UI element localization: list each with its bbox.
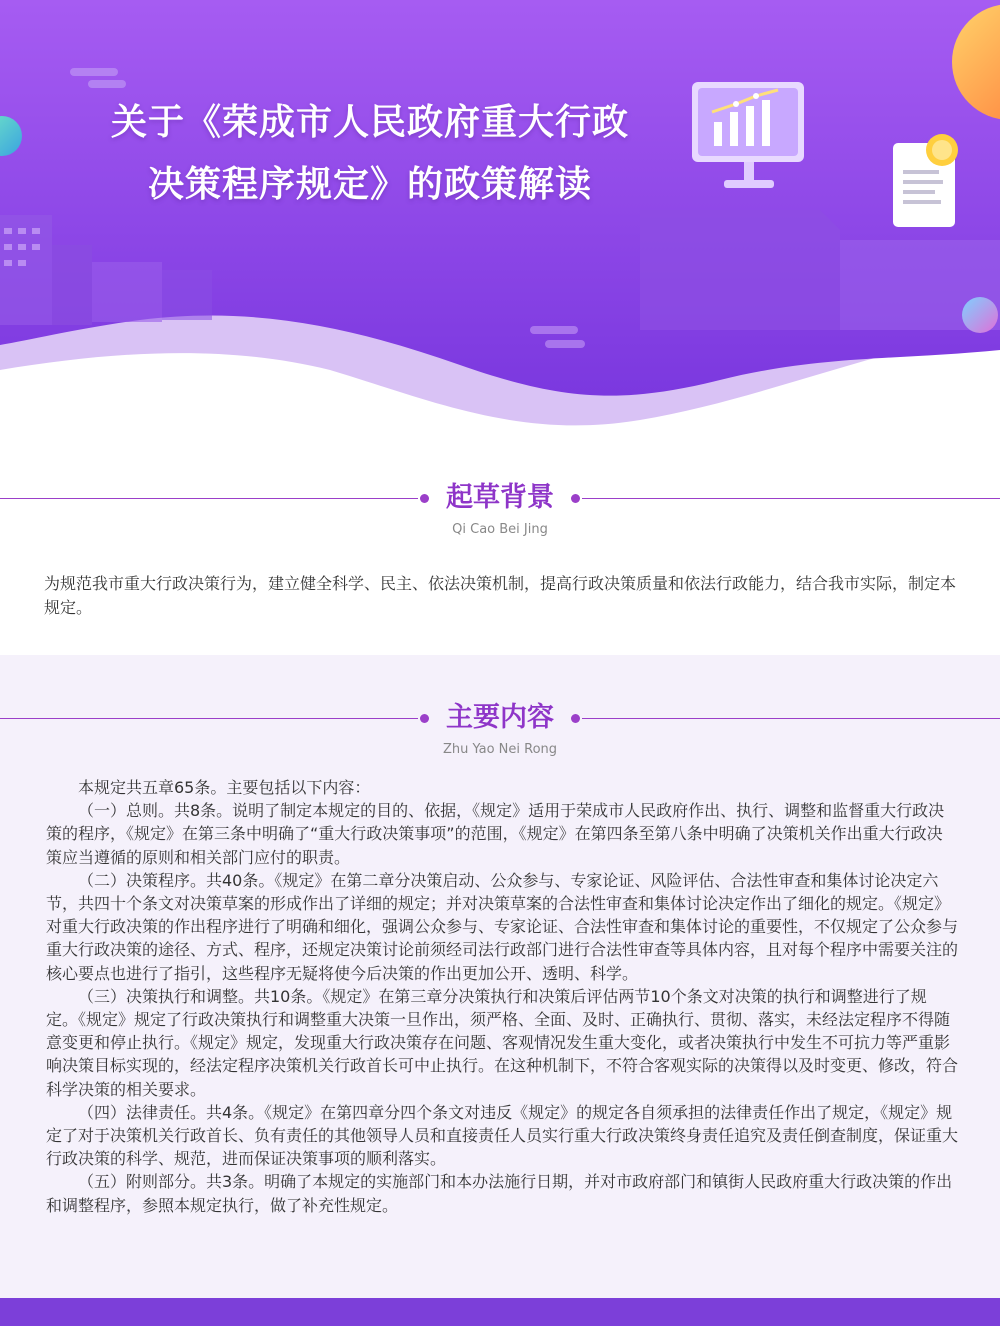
- divider-left: [0, 498, 418, 499]
- title-line-1: 关于《荣成市人民政府重大行政: [110, 102, 629, 143]
- divider-dot-right: [571, 494, 580, 503]
- title-line-2: 决策程序规定》的政策解读: [147, 164, 592, 205]
- paragraph-legal-liability: （四）法律责任。共4条。《规定》在第四章分四个条文对违反《规定》的规定各自须承担的法律责任作出了规定，《规定》规定了对于决策机关行政首长、负有责任的其他领导人员和直接责任人员实行重大行政决策终身责任追究及责任倒查制度，保证重大行政决策的科学、规范，进而保证决策事项的顺利落实。: [46, 1102, 959, 1169]
- header-banner: [0, 0, 1000, 450]
- divider-dot-left: [420, 494, 429, 503]
- page-title: [40, 92, 700, 216]
- main-content-body: [46, 776, 958, 1217]
- divider-dot-right: [571, 714, 580, 723]
- section-title: 起草背景: [446, 482, 554, 513]
- divider-left: [0, 718, 418, 719]
- section-header-background: [0, 478, 1000, 548]
- divider-right: [582, 718, 1000, 719]
- divider-right: [582, 498, 1000, 499]
- section-header-main: [0, 698, 1000, 768]
- paragraph-intro: 本规定共五章65条。主要包括以下内容：: [78, 778, 371, 797]
- divider-dot-left: [420, 714, 429, 723]
- background-paragraph: 为规范我市重大行政决策行为，建立健全科学、民主、依法决策机制，提高行政决策质量和依法行政能力，结合我市实际，制定本规定。: [44, 574, 957, 617]
- paragraph-execution-adjustment: （三）决策执行和调整。共10条。《规定》在第三章分决策执行和决策后评估两节10个条文对决策的执行和调整进行了规定。《规定》规定了行政决策执行和调整重大决策一旦作出，须严格、全面、及时、正确执行、贯彻、落实，未经法定程序不得随意变更和停止执行。《规定》规定，发现重大行政决策存在问题、客观情况发生重大变化，或者决策执行中发生不可抗力等严重影响决策目标实现的，经法定程序决策机关行政首长可中止执行。在这种机制下，不符合客观实际的决策得以及时变更、修改，符合科学决策的相关要求。: [46, 986, 959, 1099]
- banner-illustration: [0, 0, 1000, 450]
- footer-bar: [0, 1298, 1000, 1326]
- paragraph-supplementary: （五）附则部分。共3条。明确了本规定的实施部门和本办法施行日期，并对市政府部门和镇街人民政府重大行政决策的作出和调整程序，参照本规定执行，做了补充性规定。: [46, 1172, 953, 1215]
- section-title: 主要内容: [446, 702, 554, 733]
- section-subtitle: Qi Cao Bei Jing: [452, 522, 548, 537]
- section-subtitle: Zhu Yao Nei Rong: [442, 742, 558, 757]
- paragraph-decision-procedure: （二）决策程序。共40条。《规定》在第二章分决策启动、公众参与、专家论证、风险评估、合法性审查和集体讨论决定六节，共四十个条文对决策草案的形成作出了详细的规定；并对决策草案的合法性审查和集体讨论决定作出了细化的规定。《规定》对重大行政决策的作出程序进行了明确和细化，强调公众参与、专家论证、合法性审查和集体讨论的重要性，不仅规定了公众参与重大行政决策的途径、方式、程序，还规定决策讨论前须经司法行政部门进行合法性审查等具体内容，且对每个程序中需要关注的核心要点也进行了指引，这些程序无疑将使今后决策的作出更加公开、透明、科学。: [46, 870, 959, 983]
- paragraph-general-provisions: （一）总则。共8条。说明了制定本规定的目的、依据，《规定》适用于荣成市人民政府作出、执行、调整和监督重大行政决策的程序，《规定》在第三条中明确了“重大行政决策事项”的范围，《规定》在第四条至第八条中明确了决策机关作出重大行政决策应当遵循的原则和相关部门应付的职责。: [46, 801, 945, 867]
